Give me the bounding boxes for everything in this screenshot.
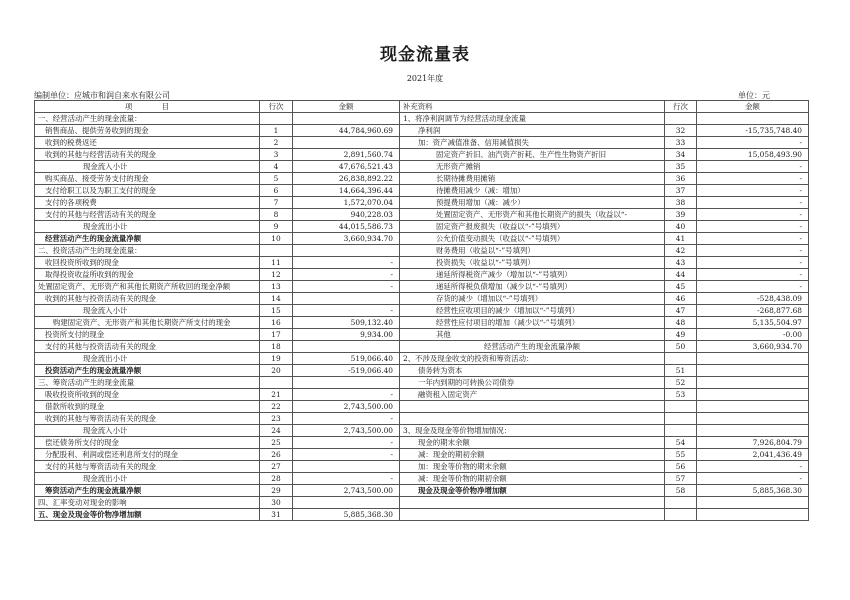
right-item: 其他 <box>400 329 665 341</box>
right-line-no: 39 <box>665 209 697 221</box>
left-item: 购买商品、接受劳务支付的现金 <box>35 173 260 185</box>
right-amount: 3,660,934.70 <box>697 341 809 353</box>
left-item: 支付的各项税费 <box>35 197 260 209</box>
left-line-no: 7 <box>260 197 293 209</box>
right-item: 公允价值变动损失（收益以“-”号填列） <box>400 233 665 245</box>
right-item: 递延所得税资产减少（增加以“-”号填列） <box>400 269 665 281</box>
right-item: 净利润 <box>400 125 665 137</box>
right-item <box>400 509 665 521</box>
left-item: 筹资活动产生的现金流量净额 <box>35 485 260 497</box>
left-line-no: 9 <box>260 221 293 233</box>
table-row <box>35 389 809 401</box>
right-line-no <box>665 113 697 125</box>
left-amount: - <box>293 437 400 449</box>
left-item: 取得投资收益所收到的现金 <box>35 269 260 281</box>
right-item: 预提费用增加（减：减少） <box>400 197 665 209</box>
left-amount: 5,885,368.30 <box>293 509 400 521</box>
left-amount: 14,664,396.44 <box>293 185 400 197</box>
right-amount <box>697 389 809 401</box>
left-item: 收到的其他与经营活动有关的现金 <box>35 149 260 161</box>
left-line-no: 14 <box>260 293 293 305</box>
right-line-no <box>665 497 697 509</box>
left-amount <box>293 293 400 305</box>
table-row <box>35 437 809 449</box>
right-item: 减：现金等价物的期初余额 <box>400 473 665 485</box>
right-line-no: 36 <box>665 173 697 185</box>
left-item: 销售商品、提供劳务收到的现金 <box>35 125 260 137</box>
left-item: 二、投资活动产生的现金流量： <box>35 245 260 257</box>
right-line-no: 42 <box>665 245 697 257</box>
table-row <box>35 269 809 281</box>
table-row <box>35 281 809 293</box>
right-item: 投资损失（收益以“-”号填列） <box>400 257 665 269</box>
right-amount: - <box>697 173 809 185</box>
left-amount: - <box>293 389 400 401</box>
report-year: 2021年度 <box>406 74 444 83</box>
left-line-no: 16 <box>260 317 293 329</box>
page-title: 现金流量表 <box>380 45 470 65</box>
currency-unit: 单位：元 <box>738 91 770 100</box>
right-amount: - <box>697 161 809 173</box>
left-line-no: 28 <box>260 473 293 485</box>
right-amount: - <box>697 197 809 209</box>
left-item: 处置固定资产、无形资产和其他长期资产所收回的现金净额 <box>35 281 260 293</box>
left-line-no: 4 <box>260 161 293 173</box>
right-item: 加：现金等价物的期末余额 <box>400 461 665 473</box>
right-amount: -528,438.09 <box>697 293 809 305</box>
right-line-no: 58 <box>665 485 697 497</box>
left-amount: - <box>293 473 400 485</box>
left-item: 三、筹资活动产生的现金流量 <box>35 377 260 389</box>
left-line-no: 20 <box>260 365 293 377</box>
right-item <box>400 401 665 413</box>
left-amount: - <box>293 413 400 425</box>
right-amount: 5,135,504.97 <box>697 317 809 329</box>
table-row <box>35 473 809 485</box>
right-line-no <box>665 425 697 437</box>
header-supplement: 补充资料 <box>400 101 665 113</box>
right-item: 现金的期末余额 <box>400 437 665 449</box>
right-amount <box>697 497 809 509</box>
left-amount: 44,784,960.69 <box>293 125 400 137</box>
table-row <box>35 365 809 377</box>
right-item: 减：现金的期初余额 <box>400 449 665 461</box>
right-amount <box>697 113 809 125</box>
right-amount: -268,877.68 <box>697 305 809 317</box>
left-amount: - <box>293 269 400 281</box>
table-row <box>35 245 809 257</box>
table-row <box>35 305 809 317</box>
left-line-no <box>260 113 293 125</box>
left-amount: 940,228.03 <box>293 209 400 221</box>
right-item: 经营性应收项目的减少（增加以“-”号填列） <box>400 305 665 317</box>
left-line-no: 23 <box>260 413 293 425</box>
left-item: 现金流入小计 <box>35 161 260 173</box>
left-item: 五、现金及现金等价物净增加额 <box>35 509 260 521</box>
table-row <box>35 401 809 413</box>
table-row <box>35 185 809 197</box>
right-line-no: 57 <box>665 473 697 485</box>
right-line-no: 47 <box>665 305 697 317</box>
left-amount <box>293 341 400 353</box>
left-line-no: 10 <box>260 233 293 245</box>
header-item: 项 目 <box>35 101 260 113</box>
right-item: 长期待摊费用摊销 <box>400 173 665 185</box>
left-line-no: 24 <box>260 425 293 437</box>
right-amount <box>697 377 809 389</box>
left-amount: 9,934.00 <box>293 329 400 341</box>
right-amount: - <box>697 269 809 281</box>
left-line-no <box>260 245 293 257</box>
table-row <box>35 137 809 149</box>
left-line-no: 3 <box>260 149 293 161</box>
right-line-no: 32 <box>665 125 697 137</box>
header-amount: 金额 <box>293 101 400 113</box>
right-amount: -15,735,748.40 <box>697 125 809 137</box>
left-item: 借款所收到的现金 <box>35 401 260 413</box>
left-amount: - <box>293 281 400 293</box>
right-line-no <box>665 353 697 365</box>
left-item: 购建固定资产、无形资产和其他长期资产所支付的现金 <box>35 317 260 329</box>
right-item: 存货的减少（增加以“-”号填列） <box>400 293 665 305</box>
table-row <box>35 209 809 221</box>
table-row <box>35 509 809 521</box>
table-row <box>35 353 809 365</box>
left-amount <box>293 245 400 257</box>
right-line-no: 34 <box>665 149 697 161</box>
right-amount <box>697 353 809 365</box>
right-amount: - <box>697 281 809 293</box>
left-line-no: 18 <box>260 341 293 353</box>
left-line-no: 1 <box>260 125 293 137</box>
right-item: 融资租入固定资产 <box>400 389 665 401</box>
right-line-no <box>665 413 697 425</box>
right-line-no: 43 <box>665 257 697 269</box>
right-item: 经营活动产生的现金流量净额 <box>400 341 665 353</box>
right-line-no: 40 <box>665 221 697 233</box>
right-line-no: 48 <box>665 317 697 329</box>
left-amount: - <box>293 257 400 269</box>
table-row <box>35 149 809 161</box>
left-item: 收到的其他与筹资活动有关的现金 <box>35 413 260 425</box>
left-line-no: 30 <box>260 497 293 509</box>
right-item: 债务转为资本 <box>400 365 665 377</box>
table-row <box>35 293 809 305</box>
right-line-no: 46 <box>665 293 697 305</box>
left-amount: 509,132.40 <box>293 317 400 329</box>
table-row <box>35 413 809 425</box>
left-line-no: 12 <box>260 269 293 281</box>
table-row <box>35 161 809 173</box>
left-item: 投资活动产生的现金流量净额 <box>35 365 260 377</box>
right-amount: 15,058,493.90 <box>697 149 809 161</box>
right-line-no: 51 <box>665 365 697 377</box>
table-row <box>35 425 809 437</box>
right-item: 一年内到期的可转换公司债券 <box>400 377 665 389</box>
table-row <box>35 125 809 137</box>
right-line-no: 38 <box>665 197 697 209</box>
right-line-no <box>665 509 697 521</box>
left-amount: 2,743,500.00 <box>293 485 400 497</box>
table-row <box>35 497 809 509</box>
left-item: 支付的其他与经营活动有关的现金 <box>35 209 260 221</box>
left-item: 分配股利、利润或偿还利息所支付的现金 <box>35 449 260 461</box>
right-line-no: 35 <box>665 161 697 173</box>
right-line-no: 54 <box>665 437 697 449</box>
right-amount: - <box>697 245 809 257</box>
right-item: 无形资产摊销 <box>400 161 665 173</box>
table-row <box>35 485 809 497</box>
left-amount: 3,660,934.70 <box>293 233 400 245</box>
left-amount: 44,015,586.73 <box>293 221 400 233</box>
right-amount: 5,885,368.30 <box>697 485 809 497</box>
right-amount: - <box>697 209 809 221</box>
right-amount: - <box>697 185 809 197</box>
left-line-no: 22 <box>260 401 293 413</box>
left-amount <box>293 137 400 149</box>
right-amount: -0.00 <box>697 329 809 341</box>
right-line-no: 33 <box>665 137 697 149</box>
left-line-no <box>260 377 293 389</box>
right-amount <box>697 365 809 377</box>
reporting-entity: 编制单位：应城市和润自来水有限公司 <box>34 91 170 100</box>
right-line-no: 50 <box>665 341 697 353</box>
left-amount <box>293 461 400 473</box>
right-item: 2、不涉及现金收支的投资和筹资活动： <box>400 353 665 365</box>
right-amount <box>697 425 809 437</box>
right-amount <box>697 413 809 425</box>
left-item: 现金流出小计 <box>35 353 260 365</box>
right-amount: - <box>697 137 809 149</box>
right-line-no: 44 <box>665 269 697 281</box>
right-item: 财务费用（收益以“-”号填列） <box>400 245 665 257</box>
right-item: 固定资产报废损失（收益以“-”号填列） <box>400 221 665 233</box>
left-amount: -519,066.40 <box>293 365 400 377</box>
right-line-no: 52 <box>665 377 697 389</box>
left-item: 现金流出小计 <box>35 473 260 485</box>
left-amount: 2,743,500.00 <box>293 401 400 413</box>
right-amount: - <box>697 233 809 245</box>
left-item: 现金流入小计 <box>35 425 260 437</box>
left-amount: 519,066.40 <box>293 353 400 365</box>
table-header-row <box>35 101 809 113</box>
left-item: 支付给职工以及为职工支付的现金 <box>35 185 260 197</box>
table-row <box>35 329 809 341</box>
header-line-no-right: 行次 <box>665 101 697 113</box>
left-item: 现金流出小计 <box>35 221 260 233</box>
left-item: 现金流入小计 <box>35 305 260 317</box>
right-amount: 2,041,436.49 <box>697 449 809 461</box>
left-line-no: 19 <box>260 353 293 365</box>
left-amount: - <box>293 305 400 317</box>
left-amount: 1,572,070.04 <box>293 197 400 209</box>
right-amount: 7,926,804.79 <box>697 437 809 449</box>
left-item: 经营活动产生的现金流量净额 <box>35 233 260 245</box>
right-item <box>400 497 665 509</box>
right-line-no: 37 <box>665 185 697 197</box>
left-item: 支付的其他与筹资活动有关的现金 <box>35 461 260 473</box>
left-line-no: 26 <box>260 449 293 461</box>
right-item: 固定资产折旧、油汽资产折耗、生产性生物资产折旧 <box>400 149 665 161</box>
right-line-no: 45 <box>665 281 697 293</box>
table-row <box>35 233 809 245</box>
right-item: 加：资产减值准备、信用减值损失 <box>400 137 665 149</box>
left-line-no: 21 <box>260 389 293 401</box>
table-row <box>35 257 809 269</box>
right-line-no: 41 <box>665 233 697 245</box>
right-amount: - <box>697 461 809 473</box>
table-row <box>35 221 809 233</box>
table-row <box>35 341 809 353</box>
left-item: 吸收投资所收到的现金 <box>35 389 260 401</box>
right-amount: - <box>697 257 809 269</box>
right-item: 递延所得税负债增加（减少以“-”号填列） <box>400 281 665 293</box>
right-item: 1、将净利润调节为经营活动现金流量 <box>400 113 665 125</box>
left-line-no: 27 <box>260 461 293 473</box>
right-amount <box>697 509 809 521</box>
left-amount <box>293 497 400 509</box>
left-amount: 2,891,560.74 <box>293 149 400 161</box>
header-line-no: 行次 <box>260 101 293 113</box>
table-row <box>35 377 809 389</box>
left-line-no: 13 <box>260 281 293 293</box>
right-item: 现金及现金等价物净增加额 <box>400 485 665 497</box>
left-line-no: 31 <box>260 509 293 521</box>
left-line-no: 25 <box>260 437 293 449</box>
left-item: 收到的税费返还 <box>35 137 260 149</box>
left-item: 四、汇率变动对现金的影响 <box>35 497 260 509</box>
right-item: 待摊费用减少（减：增加） <box>400 185 665 197</box>
left-item: 投资所支付的现金 <box>35 329 260 341</box>
table-row <box>35 461 809 473</box>
right-amount: - <box>697 221 809 233</box>
left-line-no: 29 <box>260 485 293 497</box>
right-line-no: 53 <box>665 389 697 401</box>
right-amount: - <box>697 473 809 485</box>
right-item: 经营性应付项目的增加（减少以“-”号填列） <box>400 317 665 329</box>
left-item: 偿还债务所支付的现金 <box>35 437 260 449</box>
right-line-no: 56 <box>665 461 697 473</box>
left-line-no: 6 <box>260 185 293 197</box>
header-amount-right: 金额 <box>697 101 809 113</box>
right-line-no <box>665 401 697 413</box>
right-item <box>400 413 665 425</box>
left-amount <box>293 377 400 389</box>
left-amount <box>293 113 400 125</box>
left-item: 支付的其他与投资活动有关的现金 <box>35 341 260 353</box>
left-amount: 2,743,500.00 <box>293 425 400 437</box>
left-line-no: 11 <box>260 257 293 269</box>
right-item: 处置固定资产、无形资产和其他长期资产的损失（收益以“- <box>400 209 665 221</box>
left-line-no: 15 <box>260 305 293 317</box>
left-line-no: 5 <box>260 173 293 185</box>
table-row <box>35 197 809 209</box>
right-line-no: 49 <box>665 329 697 341</box>
table-row <box>35 173 809 185</box>
left-amount: 47,676,521.43 <box>293 161 400 173</box>
left-item: 一、经营活动产生的现金流量： <box>35 113 260 125</box>
right-amount <box>697 401 809 413</box>
table-row <box>35 317 809 329</box>
right-line-no: 55 <box>665 449 697 461</box>
cash-flow-table <box>34 100 809 521</box>
left-line-no: 8 <box>260 209 293 221</box>
left-line-no: 2 <box>260 137 293 149</box>
table-row <box>35 449 809 461</box>
left-amount: 26,838,892.22 <box>293 173 400 185</box>
left-item: 收回投资所收到的现金 <box>35 257 260 269</box>
right-item: 3、现金及现金等价物增加情况： <box>400 425 665 437</box>
left-amount: - <box>293 449 400 461</box>
table-row <box>35 113 809 125</box>
left-line-no: 17 <box>260 329 293 341</box>
left-item: 收到的其他与投资活动有关的现金 <box>35 293 260 305</box>
